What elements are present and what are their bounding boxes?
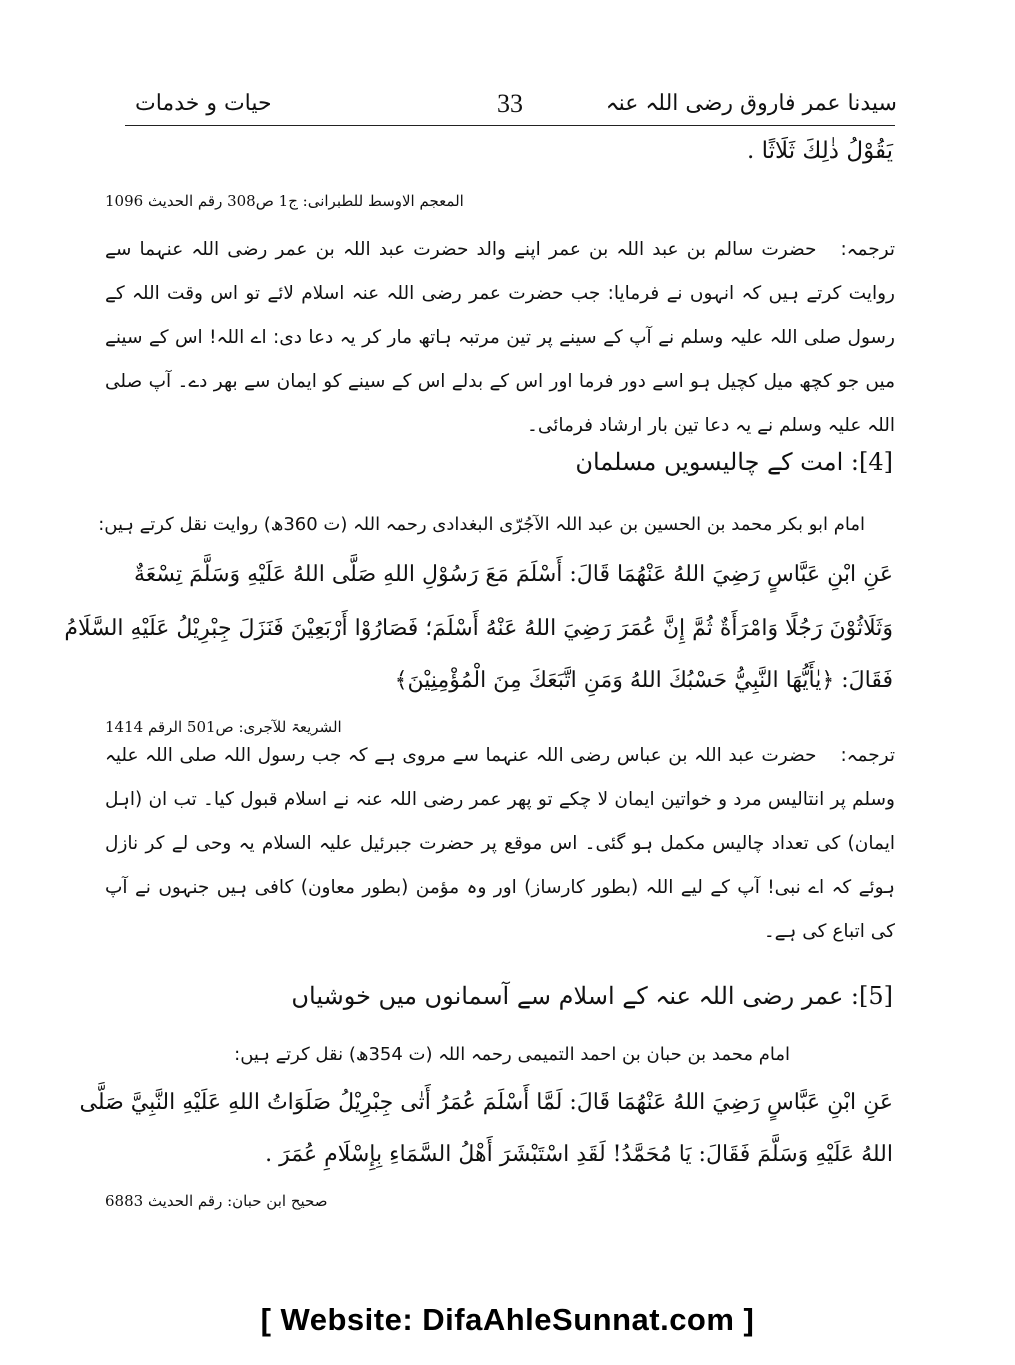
translation-label: ترجمہ: — [840, 239, 895, 260]
arabic-hadith-line: فَقَالَ: ﴿يٰأَيُّهَا النَّبِيُّ حَسْبُكَ اللهُ وَمَنِ اتَّبَعَكَ مِنَ الْمُؤْمِنِيْنَ﴾ — [394, 668, 893, 693]
translation-paragraph — [105, 228, 895, 448]
arabic-hadith-line: عَنِ ابْنِ عَبَّاسٍ رَضِيَ اللهُ عَنْهُمَا قَالَ: لَمَّا أَسْلَمَ عُمَرُ أَتٰى جِبْرِيْلُ صَلَوَاتُ اللهِ عَلَيْهِ النَّبِيَّ صَلَّى — [79, 1090, 893, 1115]
arabic-hadith-line: وَثَلَاثُوْنَ رَجُلًا وَامْرَأَةٌ ثُمَّ إِنَّ عُمَرَ رَضِيَ اللهُ عَنْهُ أَسْلَمَ؛ فَصَارُوْا أَرْبَعِيْنَ فَنَزَلَ جِبْرِيْلُ عَلَيْهِ السَّلَامُ — [64, 616, 893, 641]
narrator-intro: امام ابو بکر محمد بن الحسین بن عبد اللہ الآجُرّی البغدادی رحمہ اللہ (ت 360ھ) روایت نقل کرتے ہیں: — [98, 514, 865, 535]
page-number: 33 — [497, 89, 523, 118]
source-reference: المعجم الاوسط للطبرانی: ج1 ص308 رقم الحدیث 1096 — [105, 192, 464, 210]
section-heading: [5]: عمر رضی اللہ عنہ کے اسلام سے آسمانوں میں خوشیاں — [291, 982, 893, 1010]
arabic-hadith-line: عَنِ ابْنِ عَبَّاسٍ رَضِيَ اللهُ عَنْهُمَا قَالَ: أَسْلَمَ مَعَ رَسُوْلِ اللهِ صَلَّى اللهُ عَلَيْهِ وَسَلَّمَ تِسْعَةٌ — [134, 562, 893, 587]
website-footer: [ Website: DifaAhleSunnat.com ] — [260, 1302, 755, 1337]
narrator-intro: امام محمد بن حبان بن احمد التمیمی رحمہ اللہ (ت 354ھ) نقل کرتے ہیں: — [234, 1044, 790, 1065]
running-header-book-title: سیدنا عمر فاروق رضی اللہ عنہ — [605, 91, 897, 116]
source-reference: الشریعۃ للآجری: ص501 الرقم 1414 — [105, 718, 342, 736]
translation-paragraph — [105, 734, 895, 954]
header-divider — [125, 125, 895, 126]
section-heading: [4]: امت کے چالیسویں مسلمان — [575, 448, 893, 476]
running-header-chapter: حیات و خدمات — [135, 91, 272, 116]
arabic-hadith-line: اللهُ عَلَيْهِ وَسَلَّمَ فَقَالَ: يَا مُحَمَّدُ! لَقَدِ اسْتَبْشَرَ أَهْلُ السَّمَاءِ بِإِسْلَامِ عُمَرَ . — [265, 1142, 893, 1167]
translation-text: حضرت عبد اللہ بن عباس رضی اللہ عنہما سے مروی ہے کہ جب رسول اللہ صلی اللہ علیہ وسلم پر انتالیس مرد و خواتین ایمان لا چکے تو پھر عمر رضی اللہ عنہ نے اسلام قبول کیا۔ تب ان (اہل ایمان) کی تعداد چالیس مکمل ہو گئی۔ اس موقع پر حضرت جبرئیل علیہ السلام یہ وحی لے کر نازل ہوئے کہ اے نبی! آپ کے لیے اللہ (بطور کارساز) اور وہ مؤمن (بطور معاون) کافی ہیں جنہوں نے آپ کی اتباع کی ہے۔ — [105, 745, 895, 942]
translation-text: حضرت سالم بن عبد اللہ بن عمر اپنے والد حضرت عبد اللہ بن عمر رضی اللہ عنہما سے روایت کرتے ہیں کہ انہوں نے فرمایا: جب حضرت عمر رضی اللہ عنہ اسلام لائے تو اس وقت اللہ کے رسول صلی اللہ علیہ وسلم نے آپ کے سینے پر تین مرتبہ ہاتھ مار کر یہ دعا دی: اے اللہ! اس کے سینے میں جو کچھ میل کچیل ہو اسے دور فرما اور اس کے بدلے اس کے سینے کو ایمان سے بھر دے۔ آپ صلی اللہ علیہ وسلم نے یہ دعا تین بار ارشاد فرمائی۔ — [105, 239, 895, 436]
translation-label: ترجمہ: — [840, 745, 895, 766]
source-reference: صحیح ابن حبان: رقم الحدیث 6883 — [105, 1192, 328, 1210]
arabic-hadith-ending: يَقُوْلُ ذٰلِكَ ثَلَاثًا . — [746, 138, 893, 164]
